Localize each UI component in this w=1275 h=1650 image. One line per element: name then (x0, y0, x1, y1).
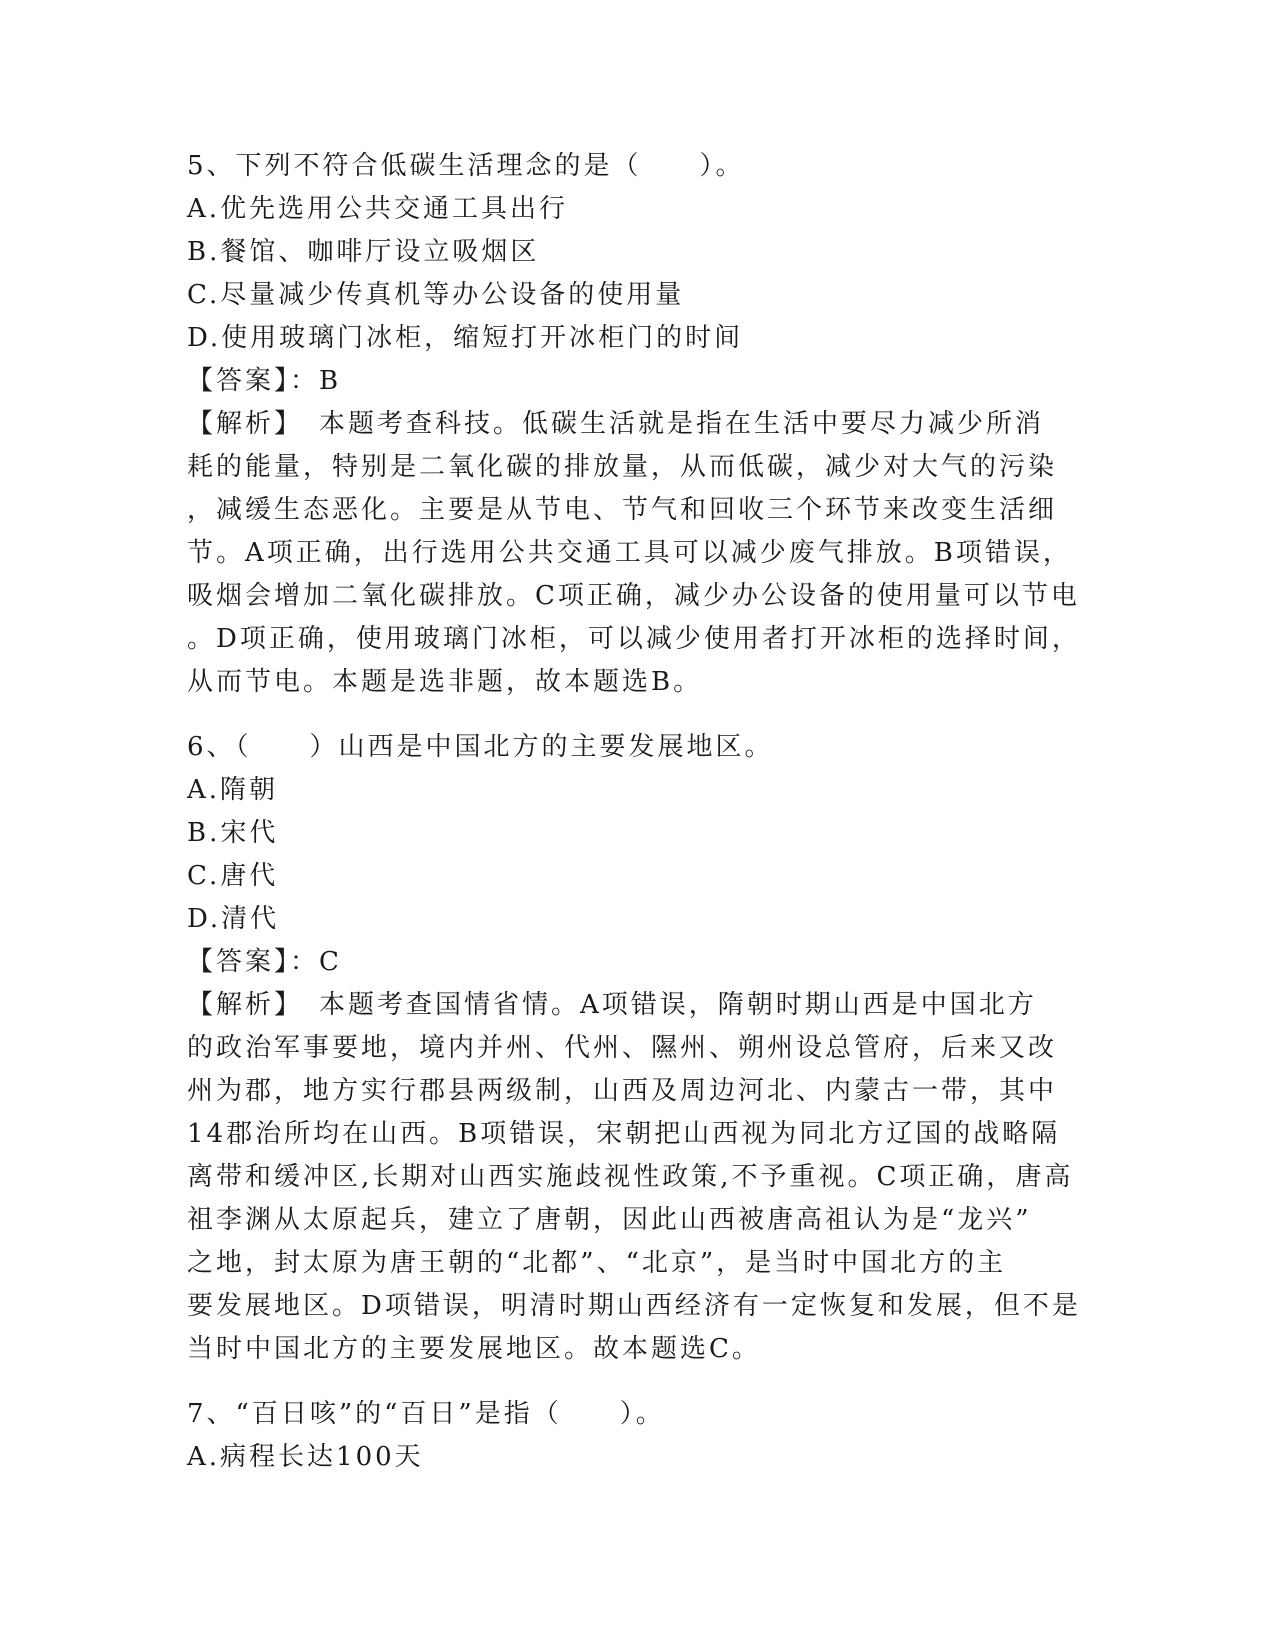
analysis-line: 离带和缓冲区,长期对山西实施歧视性政策,不予重视。C项正确，唐高 (187, 1162, 1074, 1192)
option-a: A.隋朝 (187, 775, 279, 805)
answer: 【答案】：C (187, 947, 342, 977)
analysis-line: 州为郡，地方实行郡县两级制，山西及周边河北、内蒙古一带，其中 (187, 1076, 1058, 1106)
spacer (187, 1371, 1087, 1393)
analysis-line: 【解析】 本题考查国情省情。A项错误，隋朝时期山西是中国北方 (187, 990, 1037, 1020)
option-c: C.唐代 (187, 861, 279, 891)
option-d: D.清代 (187, 904, 280, 934)
option-a: A.优先选用公共交通工具出行 (187, 194, 569, 224)
question-stem: 5、下列不符合低碳生活理念的是（ ）。 (187, 151, 745, 181)
option-c: C.尽量减少传真机等办公设备的使用量 (187, 280, 685, 310)
analysis-line: 吸烟会增加二氧化碳排放。C项正确，减少办公设备的使用量可以节电 (187, 581, 1080, 611)
analysis-line: 耗的能量，特别是二氧化碳的排放量，从而低碳，减少对大气的污染 (187, 452, 1058, 482)
answer: 【答案】：B (187, 366, 342, 396)
analysis-line: 。D项正确，使用玻璃门冰柜，可以减少使用者打开冰柜的选择时间， (187, 624, 1081, 654)
option-d: D.使用玻璃门冰柜，缩短打开冰柜门的时间 (187, 323, 744, 353)
option-a: A.病程长达100天 (187, 1442, 424, 1472)
analysis-line: 的政治军事要地，境内并州、代州、隰州、朔州设总管府，后来又改 (187, 1033, 1058, 1063)
question-7 (187, 1393, 1087, 1479)
question-stem: 6、（ ）山西是中国北方的主要发展地区。 (187, 732, 774, 762)
analysis-line: 要发展地区。D项错误，明清时期山西经济有一定恢复和发展，但不是 (187, 1291, 1081, 1321)
analysis-line: 节。A项正确，出行选用公共交通工具可以减少废气排放。B项错误， (187, 538, 1072, 568)
question-5 (187, 145, 1087, 704)
option-b: B.宋代 (187, 818, 279, 848)
analysis-line: 【解析】 本题考查科技。低碳生活就是指在生活中要尽力减少所消 (187, 409, 1045, 439)
analysis-line: ，减缓生态恶化。主要是从节电、节气和回收三个环节来改变生活细 (187, 495, 1058, 525)
analysis-line: 14郡治所均在山西。B项错误，宋朝把山西视为同北方辽国的战略隔 (187, 1119, 1061, 1149)
question-stem: 7、“百日咳”的“百日”是指（ ）。 (187, 1399, 665, 1429)
analysis-line: 祖李渊从太原起兵，建立了唐朝，因此山西被唐高祖认为是“龙兴” (187, 1205, 1032, 1235)
analysis-line: 当时中国北方的主要发展地区。故本题选C。 (187, 1334, 761, 1364)
option-b: B.餐馆、咖啡厅设立吸烟区 (187, 237, 540, 267)
spacer (187, 704, 1087, 726)
analysis-line: 之地，封太原为唐王朝的“北都”、“北京”，是当时中国北方的主 (187, 1248, 1007, 1278)
document-page (187, 145, 1087, 1479)
question-6 (187, 726, 1087, 1371)
analysis-line: 从而节电。本题是选非题，故本题选B。 (187, 667, 703, 697)
